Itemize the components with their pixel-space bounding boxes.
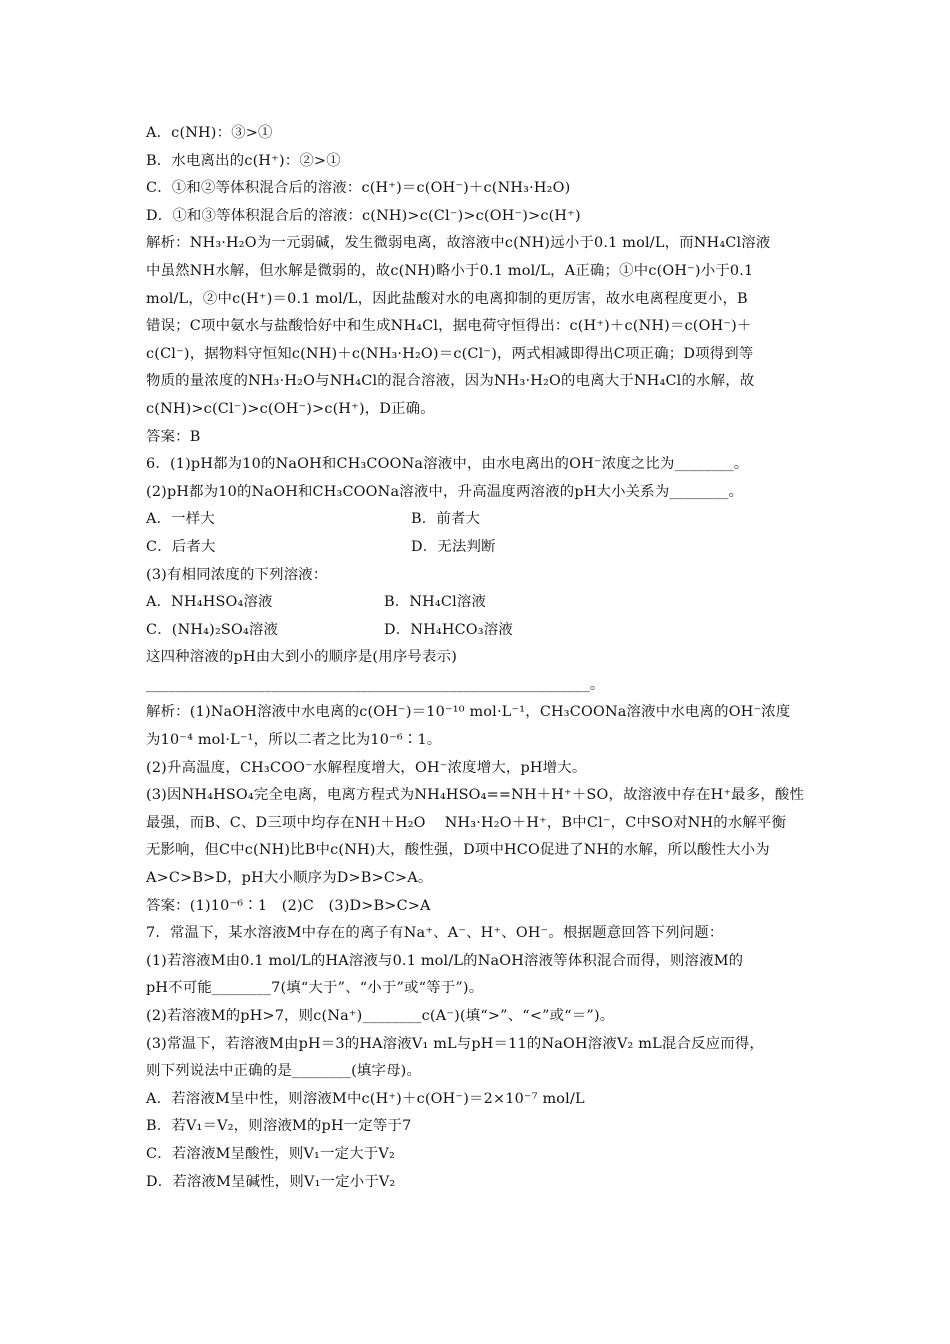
option-c: C．后者大 (146, 538, 216, 555)
question-line: 这四种溶液的pH由大到小的顺序是(用序号表示) (146, 649, 458, 666)
option-d: D．NH₄HCO₃溶液 (384, 621, 513, 638)
analysis-line: c(NH)>c(Cl⁻)>c(OH⁻)>c(H⁺)，D正确。 (146, 400, 435, 417)
document-page (146, 120, 816, 1196)
analysis-line: (2)升高温度，CH₃COO⁻水解程度增大，OH⁻浓度增大，pH增大。 (146, 759, 587, 776)
answer-line: 答案：(1)10⁻⁶∶1 (2)C (3)D>B>C>A (146, 897, 431, 914)
answer-blank-line: ____________________________________________________________。 (146, 676, 605, 693)
analysis-line: c(Cl⁻)，据物料守恒知c(NH)＋c(NH₃·H₂O)＝c(Cl⁻)，两式相减即得出C项正确；D项得到等 (146, 345, 754, 362)
option-line: A．c(NH)：③>① (146, 125, 273, 141)
option-line: B．水电离出的c(H⁺)：②>① (146, 152, 341, 169)
options-row (146, 589, 816, 617)
option-line: B．若V₁＝V₂，则溶液M的pH一定等于7 (146, 1118, 412, 1135)
question-line: pH不可能________7(填“大于”、“小于”或“等于”)。 (146, 980, 484, 997)
option-b: B．NH₄Cl溶液 (384, 594, 487, 611)
analysis-line: 解析：NH₃·H₂O为一元弱碱，发生微弱电离，故溶液中c(NH)远小于0.1 mol/L，而NH₄Cl溶液 (146, 235, 771, 252)
option-a: A．一样大 (146, 511, 215, 528)
analysis-line: 错误；C项中氨水与盐酸恰好中和生成NH₄Cl，据电荷守恒得出：c(H⁺)＋c(NH)＝c(OH⁻)＋ (146, 318, 752, 335)
analysis-line: (3)因NH₄HSO₄完全电离，电离方程式为NH₄HSO₄==NH＋H⁺＋SO，故溶液中存在H⁺最多，酸性 (146, 787, 805, 804)
analysis-line: 中虽然NH水解，但水解是微弱的，故c(NH)略小于0.1 mol/L，A正确；①中c(OH⁻)小于0.1 (146, 262, 754, 279)
analysis-line: 解析：(1)NaOH溶液中水电离的c(OH⁻)＝10⁻¹⁰ mol·L⁻¹，CH₃COONa溶液中水电离的OH⁻浓度 (146, 704, 791, 721)
question-line: 6．(1)pH都为10的NaOH和CH₃COONa溶液中，由水电离出的OH⁻浓度之比为________。 (146, 456, 749, 473)
question-line: (2)pH都为10的NaOH和CH₃COONa溶液中，升高温度两溶液的pH大小关系为________。 (146, 483, 744, 500)
option-line: C．①和②等体积混合后的溶液：c(H⁺)＝c(OH⁻)＋c(NH₃·H₂O) (146, 180, 571, 197)
option-line: D．①和③等体积混合后的溶液：c(NH)>c(Cl⁻)>c(OH⁻)>c(H⁺) (146, 207, 581, 224)
options-row (146, 617, 816, 645)
question-line: (3)常温下，若溶液M由pH＝3的HA溶液V₁ mL与pH＝11的NaOH溶液V₂ mL混合反应而得， (146, 1035, 765, 1052)
analysis-line: 最强，而B、C、D三项中均存在NH＋H₂O NH₃·H₂O＋H⁺，B中Cl⁻，C中SO对NH的水解平衡 (146, 814, 787, 831)
analysis-line: A>C>B>D，pH大小顺序为D>B>C>A。 (146, 870, 433, 887)
option-d: D．无法判断 (411, 538, 496, 555)
question-line: 7．常温下，某水溶液M中存在的离子有Na⁺、A⁻、H⁺、OH⁻。根据题意回答下列问题： (146, 925, 724, 942)
options-row (146, 506, 816, 534)
analysis-line: mol/L，②中c(H⁺)＝0.1 mol/L，因此盐酸对水的电离抑制的更厉害，故水电离程度更小，B (146, 290, 748, 307)
question-line: (2)若溶液M的pH>7，则c(Na⁺)________c(A⁻)(填“>”、“<”或“＝”)。 (146, 1008, 615, 1024)
analysis-line: 为10⁻⁴ mol·L⁻¹，所以二者之比为10⁻⁶∶1。 (146, 732, 442, 749)
analysis-line: 物质的量浓度的NH₃·H₂O与NH₄Cl的混合溶液，因为NH₃·H₂O的电离大于NH₄Cl的水解，故 (146, 373, 755, 390)
question-line: (3)有相同浓度的下列溶液： (146, 566, 328, 583)
analysis-line: 无影响，但C中c(NH)比B中c(NH)大，酸性强，D项中HCO促进了NH的水解，所以酸性大小为 (146, 842, 770, 859)
question-line: (1)若溶液M由0.1 mol/L的HA溶液与0.1 mol/L的NaOH溶液等体积混合而得，则溶液M的 (146, 952, 744, 969)
option-line: D．若溶液M呈碱性，则V₁一定小于V₂ (146, 1173, 396, 1190)
option-line: A．若溶液M呈中性，则溶液M中c(H⁺)＋c(OH⁻)＝2×10⁻⁷ mol/L (146, 1090, 585, 1107)
options-row (146, 534, 816, 562)
option-c: C．(NH₄)₂SO₄溶液 (146, 621, 279, 638)
option-a: A．NH₄HSO₄溶液 (146, 594, 273, 611)
option-b: B．前者大 (411, 511, 481, 528)
question-line: 则下列说法中正确的是________(填字母)。 (146, 1063, 422, 1080)
answer-line: 答案：B (146, 428, 201, 445)
option-line: C．若溶液M呈酸性，则V₁一定大于V₂ (146, 1145, 395, 1162)
